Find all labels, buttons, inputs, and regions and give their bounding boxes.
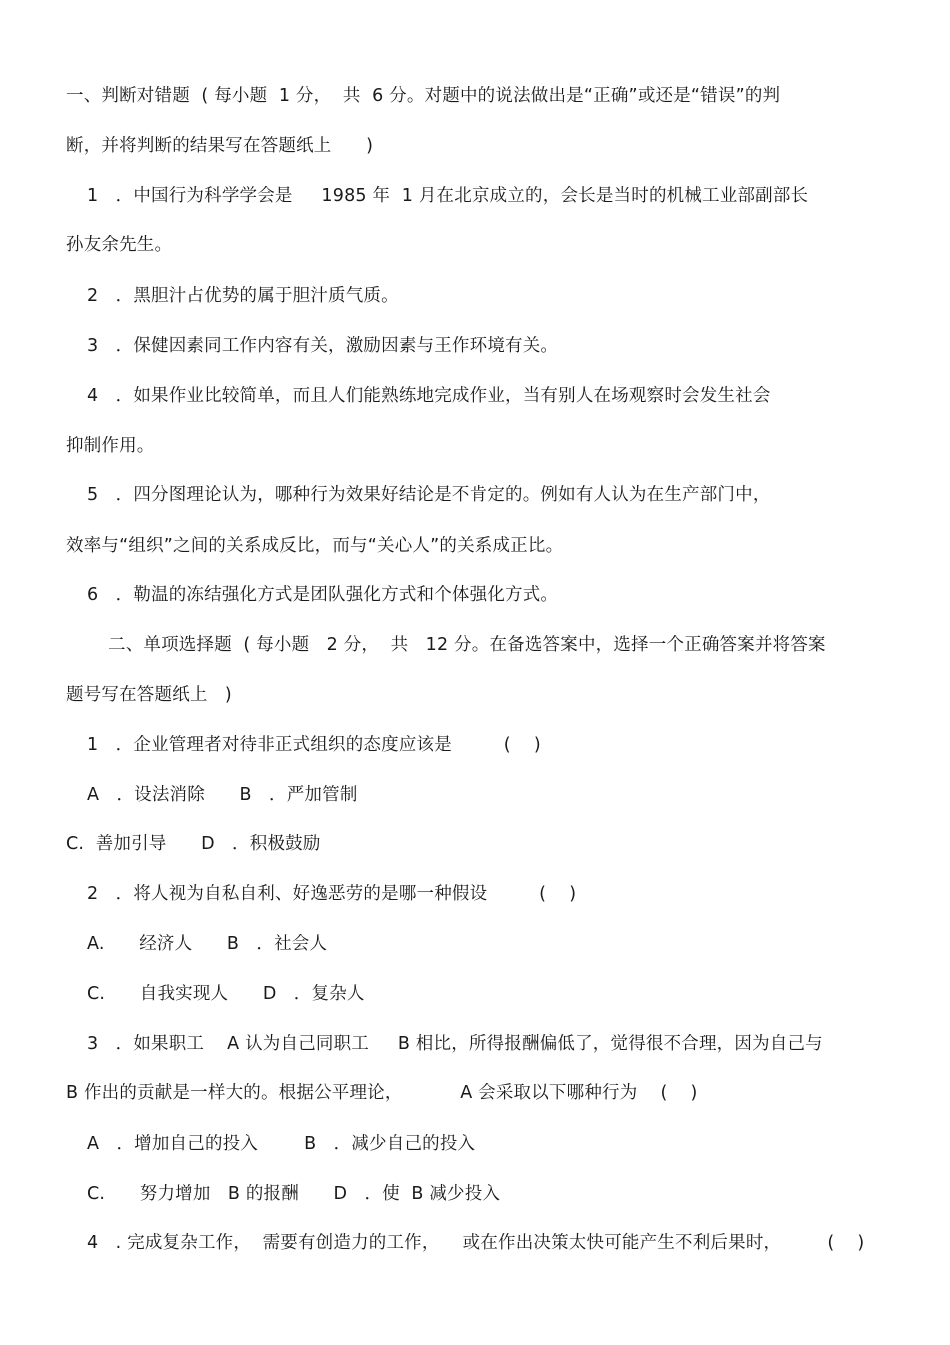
s2-q1-options-ab: A ．设法消除 B ．严加管制: [87, 785, 358, 805]
section1-heading-line2: 断，并将判断的结果写在答题纸上 ): [66, 136, 374, 156]
s1-item2: 2 ．黑胆汁占优势的属于胆汁质气质。: [87, 286, 399, 306]
s2-q3-stem-line1: 3 ．如果职工 A 认为自己同职工 B 相比，所得报酬偏低了，觉得很不合理，因为自己与: [87, 1034, 823, 1054]
section2-heading-line1: 二、单项选择题 ( 每小题 2 分， 共 12 分。在备选答案中，选择一个正确答案并将答案: [108, 635, 826, 655]
s1-item5-line1: 5 ．四分图理论认为，哪种行为效果好结论是不肯定的。例如有人认为在生产部门中，: [87, 485, 771, 505]
s2-q1-stem: 1 ．企业管理者对待非正式组织的态度应该是 ( ): [87, 735, 541, 755]
s1-item5-line2: 效率与“组织”之间的关系成反比，而与“关心人”的关系成正比。: [66, 536, 564, 556]
s1-item4-line1: 4 ．如果作业比较简单，而且人们能熟练地完成作业，当有别人在场观察时会发生社会: [87, 386, 771, 406]
s1-item3: 3 ．保健因素同工作内容有关，激励因素与王作环境有关。: [87, 336, 559, 356]
s2-q3-stem-line2: B 作出的贡献是一样大的。根据公平理论， A 会采取以下哪种行为 ( ): [66, 1083, 698, 1103]
s2-q3-options-ab: A ．增加自己的投入 B ．减少自己的投入: [87, 1134, 476, 1154]
s2-q3-options-cd: C. 努力增加 B 的报酬 D ．使 B 减少投入: [87, 1184, 501, 1204]
s1-item6: 6 ．勒温的冻结强化方式是团队强化方式和个体强化方式。: [87, 585, 559, 605]
s1-item1-line1: 1 ．中国行为科学学会是 1985 年 1 月在北京成立的，会长是当时的机械工业部副部长: [87, 186, 809, 206]
s1-item4-line2: 抑制作用。: [66, 436, 155, 456]
s2-q2-options-ab: A. 经济人 B ．社会人: [87, 934, 328, 954]
s2-q1-options-cd: C. 善加引导 D ．积极鼓励: [66, 834, 321, 854]
s2-q4-stem: 4 . 完成复杂工作， 需要有创造力的工作， 或在作出决策太快可能产生不利后果时， ( ): [87, 1233, 865, 1253]
s1-item1-line2: 孙友余先生。: [66, 235, 173, 255]
section2-heading-line2: 题号写在答题纸上 ): [66, 685, 232, 705]
section1-heading-line1: 一、判断对错题 ( 每小题 1 分， 共 6 分。对题中的说法做出是“正确”或还是“错误”的判: [66, 86, 781, 106]
s2-q2-options-cd: C. 自我实现人 D ．复杂人: [87, 984, 365, 1004]
s2-q2-stem: 2 ．将人视为自私自利、好逸恶劳的是哪一种假设 ( ): [87, 884, 577, 904]
